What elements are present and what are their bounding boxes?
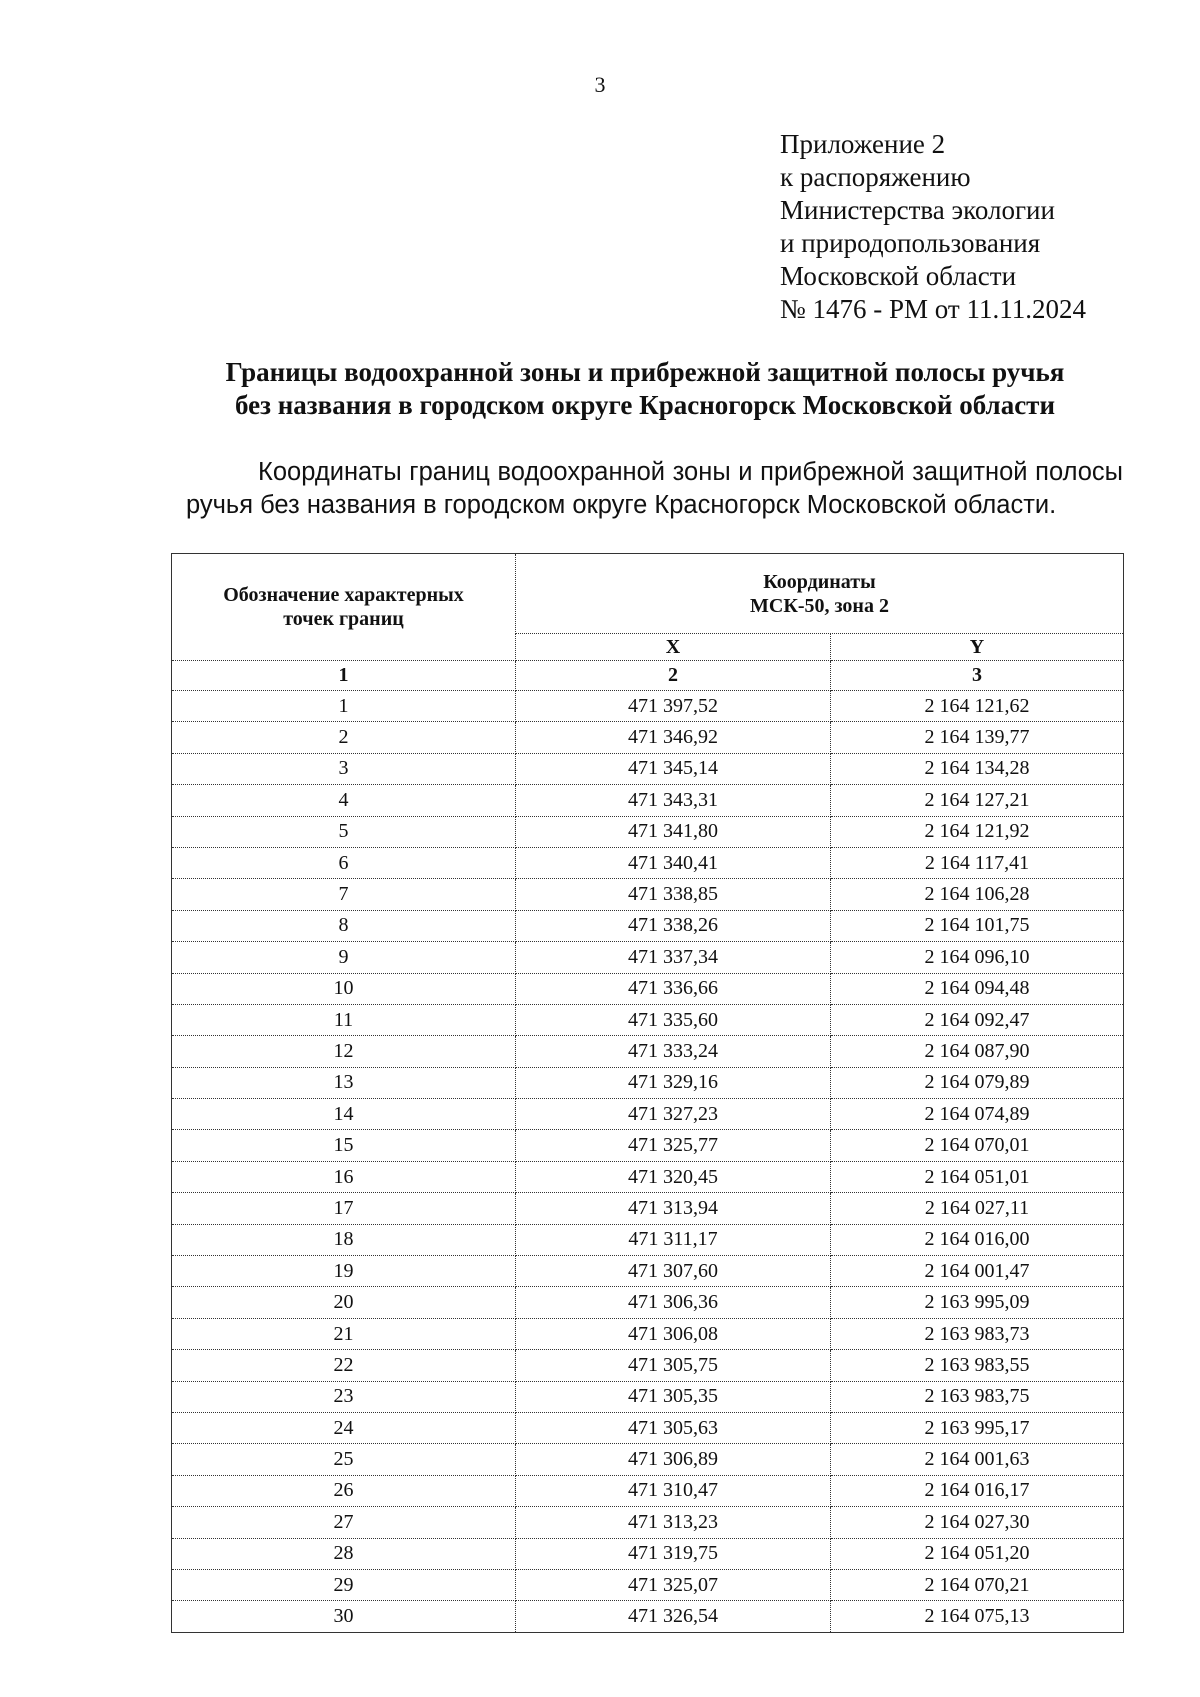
- x-coordinate-cell: 471 333,24: [516, 1036, 831, 1067]
- x-coordinate-cell: 471 346,92: [516, 722, 831, 753]
- x-coordinate-cell: 471 306,36: [516, 1287, 831, 1318]
- header-index-3: 3: [831, 661, 1124, 691]
- y-coordinate-cell: 2 163 995,09: [831, 1287, 1124, 1318]
- point-number-cell: 2: [172, 722, 516, 753]
- title-line-1: Границы водоохранной зоны и прибрежной защитной полосы ручья: [225, 357, 1065, 387]
- x-coordinate-cell: 471 329,16: [516, 1067, 831, 1098]
- table-row: [172, 1036, 1124, 1067]
- point-number-cell: 19: [172, 1256, 516, 1287]
- y-coordinate-cell: 2 164 079,89: [831, 1067, 1124, 1098]
- x-coordinate-cell: 471 338,26: [516, 910, 831, 941]
- intro-paragraph: Координаты границ водоохранной зоны и прибрежной защитной полосы ручья без названия в городском округе Красногорск Московской области.: [186, 458, 1123, 519]
- point-number-cell: 17: [172, 1193, 516, 1224]
- point-number-cell: 9: [172, 942, 516, 973]
- point-number-cell: 4: [172, 785, 516, 816]
- table-row: [172, 879, 1124, 910]
- y-coordinate-cell: 2 164 127,21: [831, 785, 1124, 816]
- table-row: [172, 1381, 1124, 1412]
- appendix-line: Приложение 2: [780, 129, 946, 159]
- x-coordinate-cell: 471 313,94: [516, 1193, 831, 1224]
- document-title: [120, 356, 1170, 422]
- appendix-line: № 1476 - РМ от 11.11.2024: [780, 294, 1086, 324]
- y-coordinate-cell: 2 164 092,47: [831, 1004, 1124, 1035]
- y-coordinate-cell: 2 164 051,20: [831, 1538, 1124, 1569]
- x-coordinate-cell: 471 341,80: [516, 816, 831, 847]
- x-coordinate-cell: 471 313,23: [516, 1507, 831, 1538]
- point-number-cell: 22: [172, 1350, 516, 1381]
- point-number-cell: 26: [172, 1475, 516, 1506]
- point-number-cell: 13: [172, 1067, 516, 1098]
- header-index-1: 1: [172, 661, 516, 691]
- y-coordinate-cell: 2 164 121,92: [831, 816, 1124, 847]
- y-coordinate-cell: 2 164 074,89: [831, 1099, 1124, 1130]
- table-row: [172, 847, 1124, 878]
- point-number-cell: 30: [172, 1601, 516, 1632]
- y-coordinate-cell: 2 164 051,01: [831, 1161, 1124, 1192]
- y-coordinate-cell: 2 164 101,75: [831, 910, 1124, 941]
- table-row: [172, 1569, 1124, 1600]
- table-row: [172, 1412, 1124, 1443]
- y-coordinate-cell: 2 163 983,55: [831, 1350, 1124, 1381]
- y-coordinate-cell: 2 164 001,47: [831, 1256, 1124, 1287]
- x-coordinate-cell: 471 305,63: [516, 1412, 831, 1443]
- title-line-2: без названия в городском округе Красногорск Московской области: [234, 390, 1056, 420]
- table-row: [172, 1538, 1124, 1569]
- y-coordinate-cell: 2 164 001,63: [831, 1444, 1124, 1475]
- table-row: [172, 1004, 1124, 1035]
- table-row: [172, 910, 1124, 941]
- appendix-line: к распоряжению: [780, 162, 971, 192]
- table-row: [172, 785, 1124, 816]
- table-row: [172, 722, 1124, 753]
- point-number-cell: 21: [172, 1318, 516, 1349]
- appendix-block: [780, 128, 1086, 326]
- x-coordinate-cell: 471 305,35: [516, 1381, 831, 1412]
- table-row: [172, 1475, 1124, 1506]
- header-y: Y: [831, 634, 1124, 661]
- x-coordinate-cell: 471 327,23: [516, 1099, 831, 1130]
- x-coordinate-cell: 471 397,52: [516, 691, 831, 722]
- x-coordinate-cell: 471 325,77: [516, 1130, 831, 1161]
- coordinates-table: [171, 553, 1124, 1633]
- x-coordinate-cell: 471 305,75: [516, 1350, 831, 1381]
- table-row: [172, 1318, 1124, 1349]
- y-coordinate-cell: 2 164 121,62: [831, 691, 1124, 722]
- table-row: [172, 1256, 1124, 1287]
- y-coordinate-cell: 2 164 070,21: [831, 1569, 1124, 1600]
- table-row: [172, 1444, 1124, 1475]
- point-number-cell: 5: [172, 816, 516, 847]
- x-coordinate-cell: 471 325,07: [516, 1569, 831, 1600]
- x-coordinate-cell: 471 306,08: [516, 1318, 831, 1349]
- point-number-cell: 28: [172, 1538, 516, 1569]
- y-coordinate-cell: 2 164 094,48: [831, 973, 1124, 1004]
- header-points: Обозначение характерных точек границ: [172, 554, 516, 661]
- page-number: 3: [594, 72, 606, 97]
- x-coordinate-cell: 471 336,66: [516, 973, 831, 1004]
- x-coordinate-cell: 471 306,89: [516, 1444, 831, 1475]
- table-row: [172, 1067, 1124, 1098]
- x-coordinate-cell: 471 338,85: [516, 879, 831, 910]
- point-number-cell: 1: [172, 691, 516, 722]
- point-number-cell: 14: [172, 1099, 516, 1130]
- appendix-line: Министерства экологии: [780, 195, 1055, 225]
- header-coords-line2: МСК-50, зона 2: [750, 594, 889, 617]
- table-row: [172, 1601, 1124, 1632]
- point-number-cell: 25: [172, 1444, 516, 1475]
- table-row: [172, 816, 1124, 847]
- y-coordinate-cell: 2 163 983,73: [831, 1318, 1124, 1349]
- table-row: [172, 1224, 1124, 1255]
- x-coordinate-cell: 471 340,41: [516, 847, 831, 878]
- y-coordinate-cell: 2 164 134,28: [831, 753, 1124, 784]
- x-coordinate-cell: 471 345,14: [516, 753, 831, 784]
- point-number-cell: 18: [172, 1224, 516, 1255]
- x-coordinate-cell: 471 311,17: [516, 1224, 831, 1255]
- x-coordinate-cell: 471 319,75: [516, 1538, 831, 1569]
- point-number-cell: 12: [172, 1036, 516, 1067]
- y-coordinate-cell: 2 164 016,00: [831, 1224, 1124, 1255]
- y-coordinate-cell: 2 164 087,90: [831, 1036, 1124, 1067]
- point-number-cell: 8: [172, 910, 516, 941]
- y-coordinate-cell: 2 164 075,13: [831, 1601, 1124, 1632]
- header-index-2: 2: [516, 661, 831, 691]
- appendix-line: Московской области: [780, 261, 1017, 291]
- point-number-cell: 3: [172, 753, 516, 784]
- appendix-line: и природопользования: [780, 228, 1041, 258]
- x-coordinate-cell: 471 335,60: [516, 1004, 831, 1035]
- point-number-cell: 23: [172, 1381, 516, 1412]
- y-coordinate-cell: 2 164 027,30: [831, 1507, 1124, 1538]
- table-row: [172, 973, 1124, 1004]
- point-number-cell: 20: [172, 1287, 516, 1318]
- point-number-cell: 24: [172, 1412, 516, 1443]
- point-number-cell: 29: [172, 1569, 516, 1600]
- table-row: [172, 753, 1124, 784]
- y-coordinate-cell: 2 163 983,75: [831, 1381, 1124, 1412]
- table-row: [172, 1130, 1124, 1161]
- table-row: [172, 1099, 1124, 1130]
- y-coordinate-cell: 2 164 139,77: [831, 722, 1124, 753]
- table-row: [172, 942, 1124, 973]
- table-body: [172, 691, 1124, 1633]
- y-coordinate-cell: 2 164 117,41: [831, 847, 1124, 878]
- point-number-cell: 27: [172, 1507, 516, 1538]
- table-row: [172, 1350, 1124, 1381]
- y-coordinate-cell: 2 164 096,10: [831, 942, 1124, 973]
- y-coordinate-cell: 2 164 106,28: [831, 879, 1124, 910]
- x-coordinate-cell: 471 337,34: [516, 942, 831, 973]
- table-row: [172, 691, 1124, 722]
- y-coordinate-cell: 2 163 995,17: [831, 1412, 1124, 1443]
- x-coordinate-cell: 471 307,60: [516, 1256, 831, 1287]
- point-number-cell: 7: [172, 879, 516, 910]
- table-row: [172, 1193, 1124, 1224]
- point-number-cell: 10: [172, 973, 516, 1004]
- header-x: X: [516, 634, 831, 661]
- table-row: [172, 1507, 1124, 1538]
- point-number-cell: 16: [172, 1161, 516, 1192]
- y-coordinate-cell: 2 164 070,01: [831, 1130, 1124, 1161]
- table-row: [172, 1287, 1124, 1318]
- x-coordinate-cell: 471 343,31: [516, 785, 831, 816]
- x-coordinate-cell: 471 320,45: [516, 1161, 831, 1192]
- point-number-cell: 11: [172, 1004, 516, 1035]
- y-coordinate-cell: 2 164 016,17: [831, 1475, 1124, 1506]
- point-number-cell: 15: [172, 1130, 516, 1161]
- point-number-cell: 6: [172, 847, 516, 878]
- y-coordinate-cell: 2 164 027,11: [831, 1193, 1124, 1224]
- table-row: [172, 1161, 1124, 1192]
- x-coordinate-cell: 471 310,47: [516, 1475, 831, 1506]
- header-coords-line1: Координаты: [763, 570, 876, 593]
- x-coordinate-cell: 471 326,54: [516, 1601, 831, 1632]
- header-coords: [516, 554, 1124, 634]
